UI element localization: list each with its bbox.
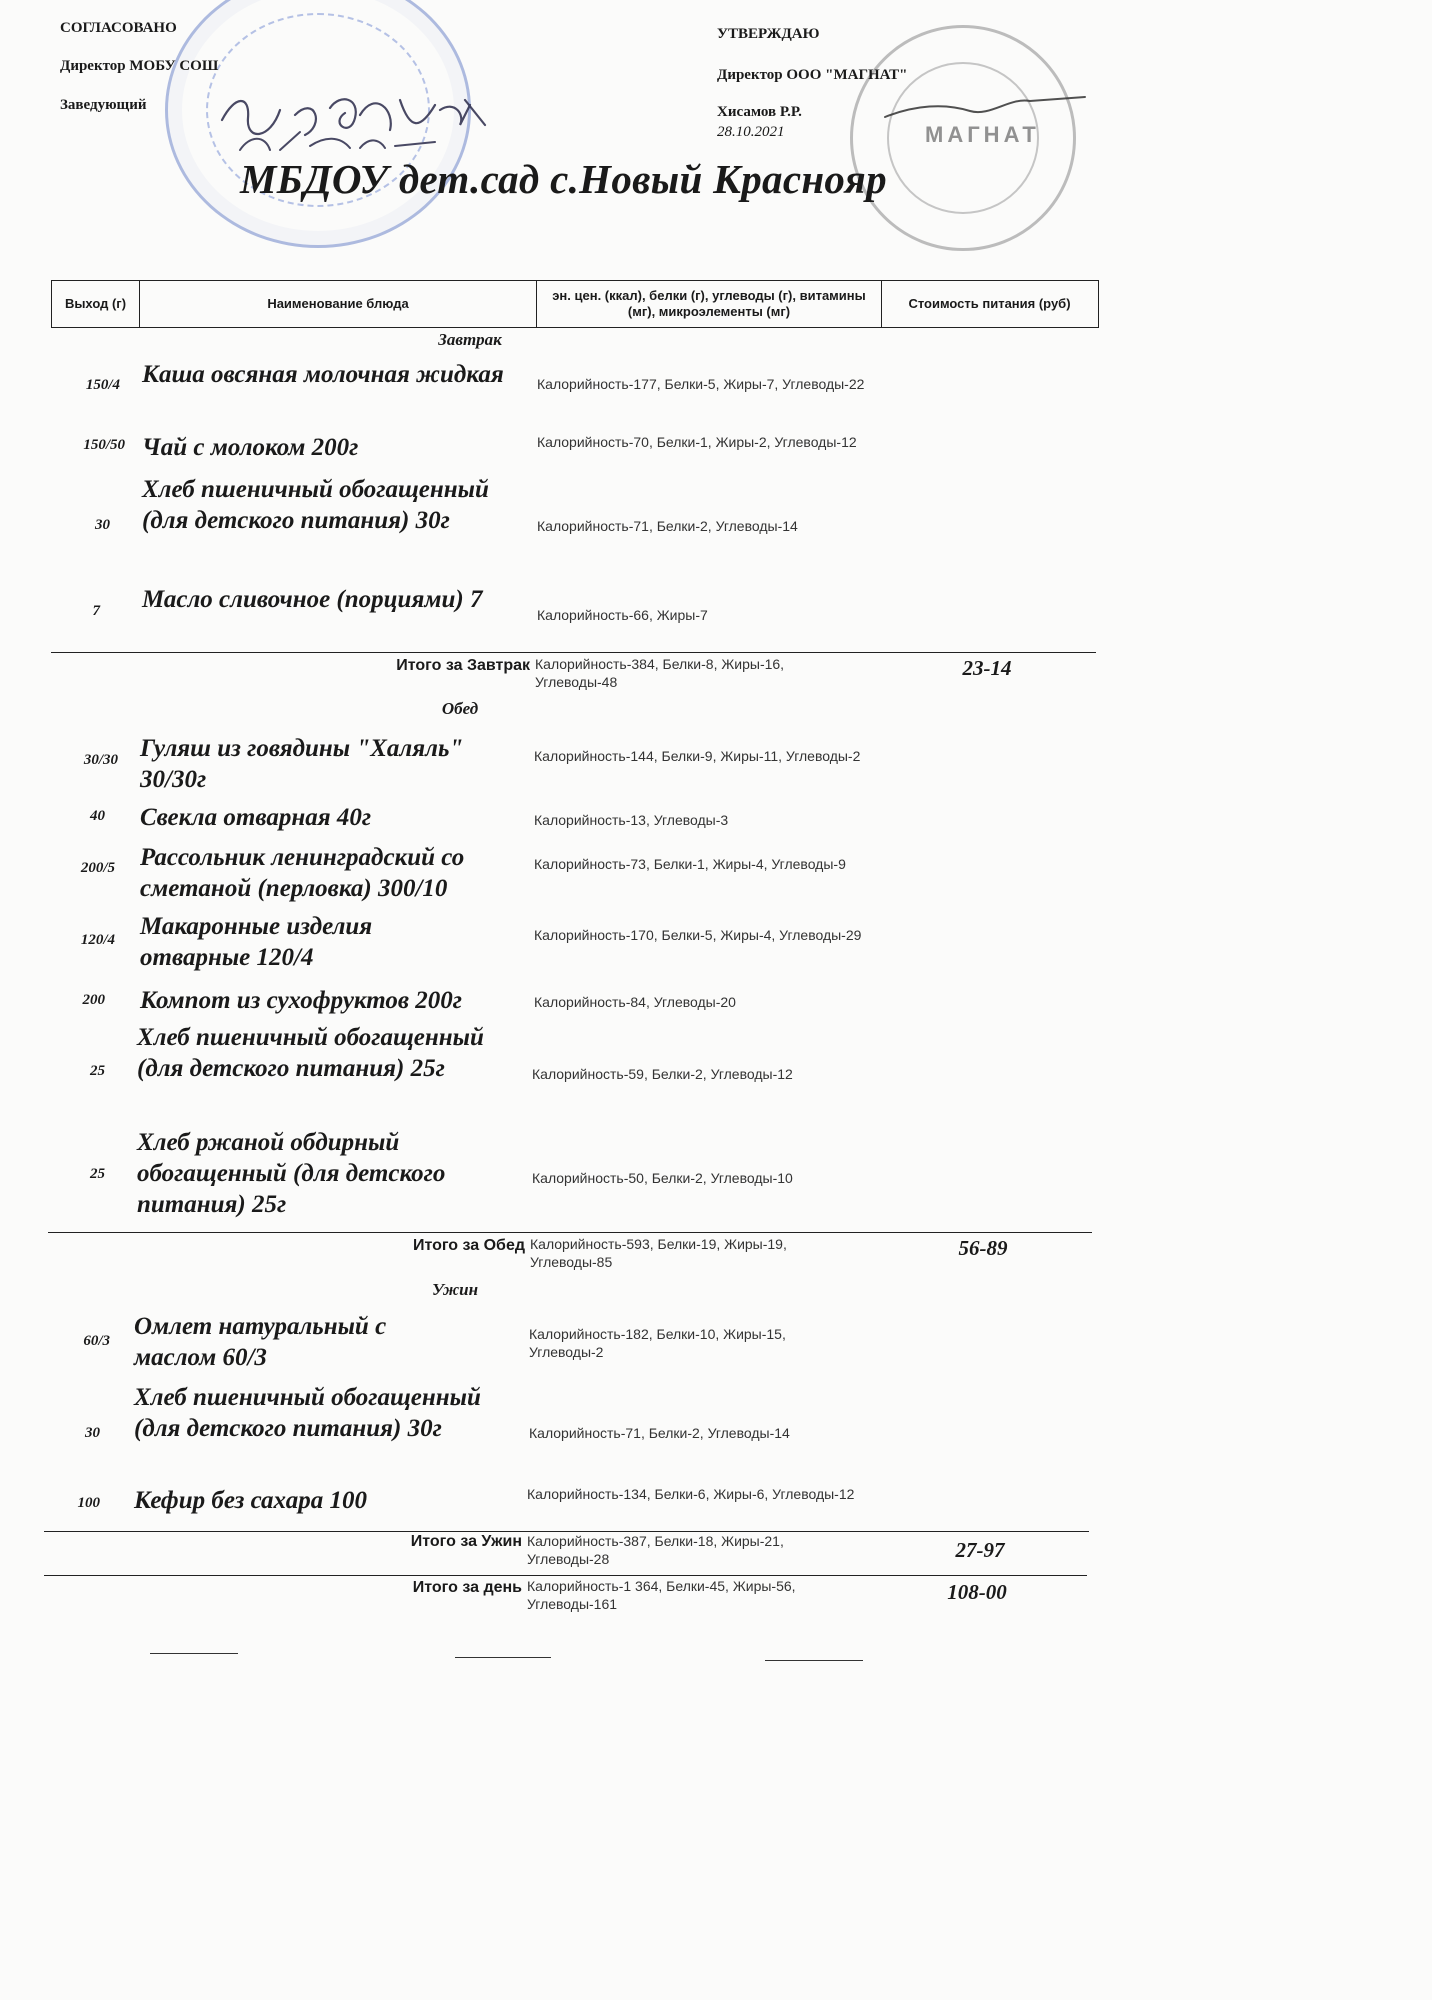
day-total-label: Итого за день	[412, 1579, 522, 1596]
row-dish: Гуляш из говядины "Халяль" 30/30г	[140, 735, 464, 793]
row-nutrition: Калорийность-66, Жиры-7	[537, 607, 708, 623]
row-nutrition: Калорийность-73, Белки-1, Жиры-4, Углеводы-9	[534, 856, 846, 872]
director-right-name: Хисамов Р.Р.	[717, 104, 802, 120]
page-title: МБДОУ дет.сад с.Новый Краснояр	[240, 156, 887, 202]
row-weight: 200/5	[80, 860, 115, 876]
subtotal-label: Итого за Завтрак	[396, 657, 530, 674]
row-nutrition: Калорийность-13, Углеводы-3	[534, 812, 729, 828]
row-nutrition: Калорийность-71, Белки-2, Углеводы-14	[537, 518, 798, 534]
row-weight: 100	[77, 1495, 100, 1511]
row-weight: 150/4	[85, 377, 120, 393]
col-weight-header: Выход (г)	[52, 281, 140, 327]
day-total-price: 108-00	[947, 1580, 1007, 1604]
row-dish: Кефир без сахара 100	[134, 1487, 367, 1514]
subtotal-nutrition: Калорийность-387, Белки-18, Жиры-21, Углеводы-28	[527, 1533, 784, 1567]
row-dish: Свекла отварная 40г	[140, 804, 372, 831]
subtotal-price: 27-97	[955, 1538, 1005, 1562]
section-breakfast: Завтрак	[438, 330, 502, 349]
row-dish: Хлеб пшеничный обогащенный (для детского питания) 25г	[137, 1024, 484, 1082]
table-header	[51, 280, 1099, 328]
row-divider	[44, 1575, 1087, 1576]
row-weight: 200	[82, 992, 105, 1008]
row-nutrition: Калорийность-177, Белки-5, Жиры-7, Углеводы-22	[537, 376, 865, 392]
row-weight: 150/50	[83, 437, 125, 453]
section-lunch: Обед	[441, 699, 479, 718]
row-weight: 25	[90, 1063, 105, 1079]
director-right-label: Директор ООО "МАГНАТ"	[717, 67, 908, 83]
row-weight: 30	[95, 517, 110, 533]
row-nutrition: Калорийность-71, Белки-2, Углеводы-14	[529, 1425, 790, 1441]
signature-line-2	[455, 1657, 551, 1658]
stamp-right-word: МАГНАТ	[925, 122, 1040, 147]
subtotal-nutrition: Калорийность-593, Белки-19, Жиры-19, Углеводы-85	[530, 1236, 787, 1270]
row-nutrition: Калорийность-59, Белки-2, Углеводы-12	[532, 1066, 793, 1082]
row-dish: Рассольник ленинградский со сметаной (перловка) 300/10	[140, 844, 465, 902]
col-price-header: Стоимость питания (руб)	[908, 295, 1071, 311]
row-weight: 60/3	[83, 1333, 110, 1349]
handwritten-signature-right	[880, 92, 1090, 132]
row-divider	[51, 652, 1096, 653]
row-dish: Хлеб пшеничный обогащенный (для детского питания) 30г	[134, 1384, 481, 1442]
row-nutrition: Калорийность-182, Белки-10, Жиры-15, Углеводы-2	[529, 1326, 786, 1360]
director-left-label: Директор МОБУ СОШ	[60, 58, 219, 74]
row-dish: Чай с молоком 200г	[142, 434, 359, 461]
row-dish: Компот из сухофруктов 200г	[140, 987, 463, 1014]
day-total-nutrition: Калорийность-1 364, Белки-45, Жиры-56, Углеводы-161	[527, 1578, 796, 1612]
row-dish: Хлеб ржаной обдирный обогащенный (для детского питания) 25г	[137, 1129, 446, 1218]
signature-line-3	[765, 1660, 863, 1661]
row-nutrition: Калорийность-134, Белки-6, Жиры-6, Углеводы-12	[527, 1486, 855, 1502]
col-dish-header: Наименование блюда	[140, 281, 537, 327]
row-weight: 25	[90, 1166, 105, 1182]
row-dish: Макаронные изделия отварные 120/4	[140, 913, 373, 971]
row-weight: 120/4	[80, 932, 115, 948]
approve-right-label: УТВЕРЖДАЮ	[717, 26, 820, 42]
head-left-label: Заведующий	[60, 97, 147, 113]
row-weight: 30/30	[83, 752, 118, 768]
row-nutrition: Калорийность-70, Белки-1, Жиры-2, Углеводы-12	[537, 434, 857, 450]
signature-line-1	[150, 1653, 238, 1654]
subtotal-price: 23-14	[962, 656, 1012, 680]
col-nutrition-header: эн. цен. (ккал), белки (г), углеводы (г), витамины (мг), микроэлементы (мг)	[537, 281, 882, 327]
row-dish: Каша овсяная молочная жидкая	[142, 361, 504, 388]
row-weight: 30	[85, 1425, 100, 1441]
row-divider	[48, 1232, 1092, 1233]
row-dish: Масло сливочное (порциями) 7	[142, 586, 483, 613]
subtotal-price: 56-89	[958, 1236, 1008, 1260]
subtotal-label: Итого за Ужин	[410, 1533, 522, 1550]
row-dish: Омлет натуральный с маслом 60/3	[134, 1313, 387, 1371]
row-nutrition: Калорийность-50, Белки-2, Углеводы-10	[532, 1170, 793, 1186]
row-dish: Хлеб пшеничный обогащенный (для детского питания) 30г	[142, 476, 489, 534]
handwritten-signature-left	[210, 80, 510, 160]
row-nutrition: Калорийность-84, Углеводы-20	[534, 994, 736, 1010]
row-nutrition: Калорийность-144, Белки-9, Жиры-11, Углеводы-2	[534, 748, 861, 764]
row-weight: 7	[92, 603, 100, 619]
row-weight: 40	[90, 808, 105, 824]
subtotal-nutrition: Калорийность-384, Белки-8, Жиры-16, Углеводы-48	[535, 656, 785, 690]
section-dinner: Ужин	[431, 1280, 479, 1299]
subtotal-label: Итого за Обед	[412, 1237, 525, 1254]
row-nutrition: Калорийность-170, Белки-5, Жиры-4, Углеводы-29	[534, 927, 862, 943]
approval-date: 28.10.2021	[717, 124, 785, 140]
approved-left-label: СОГЛАСОВАНО	[60, 20, 177, 36]
